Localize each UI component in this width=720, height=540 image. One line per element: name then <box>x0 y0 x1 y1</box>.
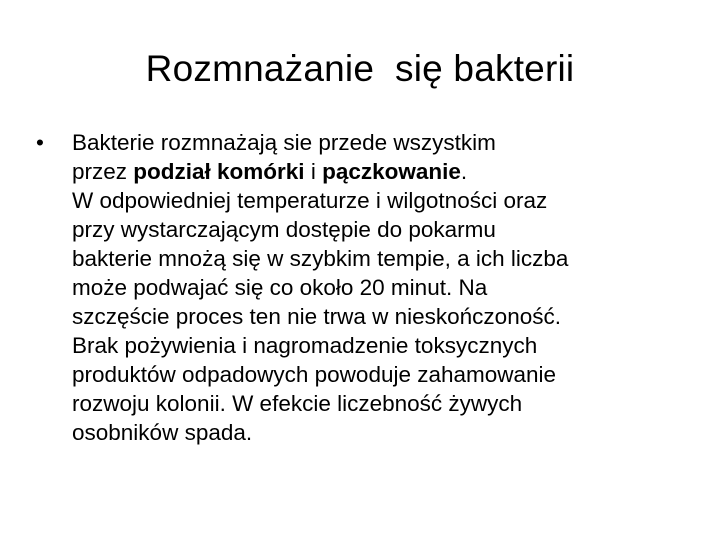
bullet-line-1: Bakterie rozmnażają sie przede wszystkim <box>72 130 496 155</box>
text-period: . <box>460 159 468 184</box>
bullet-line-2 <box>72 157 686 186</box>
bullet-line-7: szczęście proces ten nie trwa w nieskończoność. <box>72 304 561 329</box>
bullet-line-9: produktów odpadowych powoduje zahamowanie <box>72 362 557 387</box>
bullet-line-4: przy wystarczającym dostępie do pokarmu <box>72 217 496 242</box>
slide-title: Rozmnażanie się bakterii <box>145 48 575 89</box>
bullet-item <box>36 128 686 447</box>
text-connector: i <box>304 159 323 184</box>
bullet-line-3: W odpowiedniej temperaturze i wilgotności oraz <box>72 188 548 213</box>
bullet-icon: • <box>36 130 44 155</box>
text-prefix: przez <box>72 159 134 184</box>
bold-term-budding: pączkowanie <box>322 159 461 184</box>
bullet-line-8: Brak pożywienia i nagromadzenie toksycznych <box>72 333 538 358</box>
bullet-line-6: może podwajać się co około 20 minut. Na <box>72 275 488 300</box>
bullet-line-10: rozwoju kolonii. W efekcie liczebność żywych <box>72 391 523 416</box>
bullet-line-5: bakterie mnożą się w szybkim tempie, a ich liczba <box>72 246 569 271</box>
bold-term-division: podział komórki <box>133 159 305 184</box>
slide-body <box>36 128 686 447</box>
bullet-line-11: osobników spada. <box>72 420 253 445</box>
